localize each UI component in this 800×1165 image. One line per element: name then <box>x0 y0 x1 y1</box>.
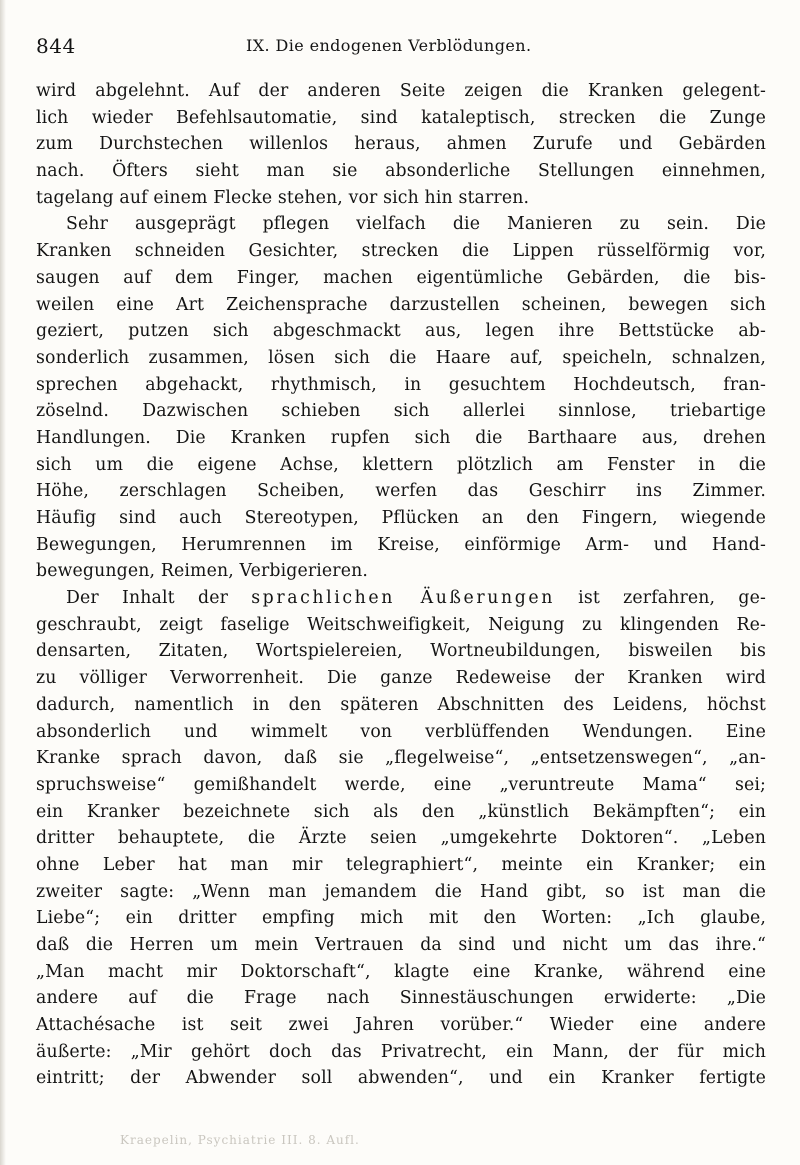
text-line: Häufig sind auch Stereotypen, Pflücken an den Fingern, wiegende <box>36 508 766 528</box>
text-line: spruchsweise“ gemißhandelt werde, eine „veruntreute Mama“ sei; <box>36 774 766 795</box>
text-line: Kranke sprach davon, daß sie „flegelweise“, „entsetzenswegen“, „an- <box>36 748 766 769</box>
text-line: geziert, putzen sich abgeschmackt aus, legen ihre Bettstücke ab- <box>36 321 766 342</box>
text-line: daß die Herren um mein Vertrauen da sind und nicht um das ihre.“ <box>36 935 766 955</box>
text-line: sonderlich zusammen, lösen sich die Haare auf, speicheln, schnalzen, <box>36 347 766 368</box>
line-end: ist zerfahren, ge- <box>578 588 766 609</box>
text-line <box>36 585 766 612</box>
text-line: Handlungen. Die Kranken rupfen sich die Barthaare aus, drehen <box>36 427 766 448</box>
text-line: lich wieder Befehlsautomatie, sind kataleptisch, strecken die Zunge <box>36 107 766 128</box>
text-line: ohne Leber hat man mir telegraphiert“, meinte ein Kranker; ein <box>36 854 766 875</box>
emphasized-phrase: sprachlichen Äußerungen <box>251 588 555 609</box>
text-line: Liebe“; ein dritter empfing mich mit den Worten: „Ich glaube, <box>36 908 766 929</box>
text-line: weilen eine Art Zeichensprache darzustellen scheinen, bewegen sich <box>36 294 766 315</box>
body-text <box>36 78 766 1092</box>
text-line: dadurch, namentlich in den späteren Abschnitten des Leidens, höchst <box>36 694 766 715</box>
text-line: sich um die eigene Achse, klettern plötzlich am Fenster in die <box>36 454 766 475</box>
text-line: saugen auf dem Finger, machen eigentümliche Gebärden, die bis- <box>36 267 766 288</box>
text-line: Bewegungen, Herumrennen im Kreise, einförmige Arm- und Hand- <box>36 534 766 555</box>
bleed-through-footer: Kraepelin, Psychiatrie III. 8. Aufl. <box>120 1133 360 1147</box>
text-line: zum Durchstechen willenlos heraus, ahmen Zurufe und Gebärden <box>36 134 766 155</box>
page-edge-shadow <box>0 0 6 1165</box>
text-line: densarten, Zitaten, Wortspielereien, Wortneubildungen, bisweilen bis <box>36 641 766 662</box>
running-title: IX. Die endogenen Verblödungen. <box>246 36 532 55</box>
page-number: 844 <box>36 34 76 58</box>
text-line: eintritt; der Abwender soll abwenden“, und ein Kranker fertigte <box>36 1068 766 1089</box>
text-line: sprechen abgehackt, rhythmisch, in gesuchtem Hochdeutsch, fran- <box>36 374 766 395</box>
line-start: Der Inhalt der <box>66 588 228 609</box>
text-line: tagelang auf einem Flecke stehen, vor sich hin starren. <box>36 187 530 208</box>
text-line: Sehr ausgeprägt pflegen vielfach die Manieren zu sein. Die <box>66 214 766 235</box>
text-line: bewegungen, Reimen, Verbigerieren. <box>36 561 369 582</box>
text-line: Höhe, zerschlagen Scheiben, werfen das Geschirr ins Zimmer. <box>36 481 766 502</box>
text-line: dritter behauptete, die Ärzte seien „umgekehrte Doktoren“. „Leben <box>36 828 766 849</box>
text-line: „Man macht mir Doktorschaft“, klagte eine Kranke, während eine <box>36 961 766 982</box>
text-line: zweiter sagte: „Wenn man jemandem die Hand gibt, so ist man die <box>36 881 766 902</box>
text-line: Kranken schneiden Gesichter, strecken die Lippen rüsselförmig vor, <box>36 241 766 262</box>
text-line: ein Kranker bezeichnete sich als den „künstlich Bekämpften“; ein <box>36 801 766 822</box>
text-line: zu völliger Verworrenheit. Die ganze Redeweise der Kranken wird <box>36 668 766 689</box>
text-line: Attachésache ist seit zwei Jahren vorüber.“ Wieder eine andere <box>36 1015 766 1036</box>
text-line: wird abgelehnt. Auf der anderen Seite zeigen die Kranken gelegent- <box>36 81 766 101</box>
text-line: absonderlich und wimmelt von verblüffenden Wendungen. Eine <box>36 721 766 742</box>
text-line: geschraubt, zeigt faselige Weitschweifigkeit, Neigung zu klingenden Re- <box>36 614 766 635</box>
text-line: andere auf die Frage nach Sinnestäuschungen erwiderte: „Die <box>36 988 766 1009</box>
text-line: zöselnd. Dazwischen schieben sich allerlei sinnlose, triebartige <box>36 401 766 422</box>
text-line: äußerte: „Mir gehört doch das Privatrecht, ein Mann, der für mich <box>36 1041 766 1062</box>
text-line: nach. Öfters sieht man sie absonderliche Stellungen einnehmen, <box>36 161 766 182</box>
page-header <box>36 34 764 60</box>
